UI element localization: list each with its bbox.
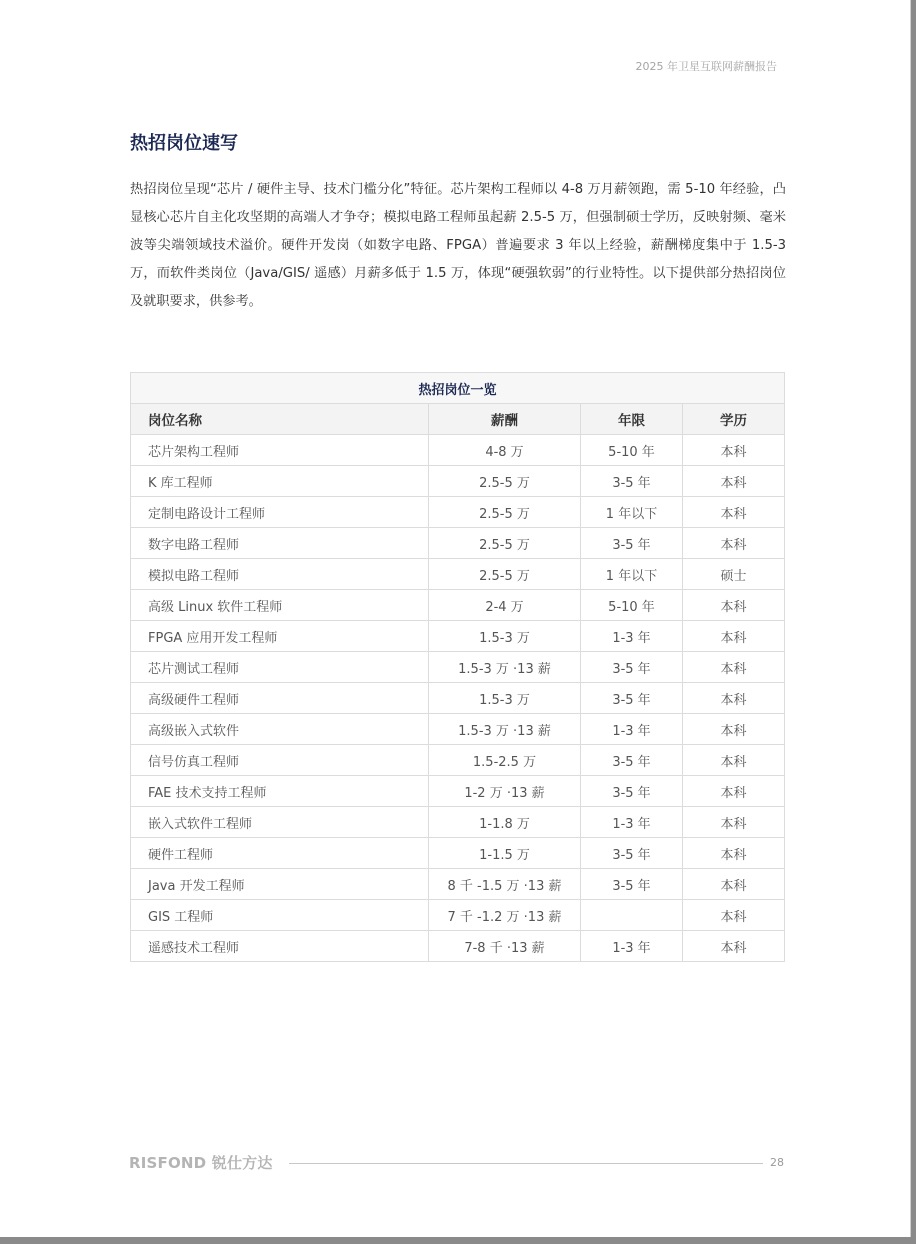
job-education: 本科: [683, 683, 785, 714]
job-years: 1 年以下: [581, 497, 683, 528]
footer-divider: [289, 1163, 763, 1164]
job-salary: 1.5-2.5 万: [429, 745, 581, 776]
job-education: 本科: [683, 466, 785, 497]
job-years: 1-3 年: [581, 931, 683, 962]
job-salary: 1.5-3 万: [429, 683, 581, 714]
job-salary: 4-8 万: [429, 435, 581, 466]
header-years: 年限: [581, 404, 683, 435]
table-row: [131, 559, 785, 590]
job-name: 模拟电路工程师: [131, 559, 429, 590]
table-row: [131, 652, 785, 683]
job-years: 3-5 年: [581, 466, 683, 497]
intro-paragraph: 热招岗位呈现“芯片 / 硬件主导、技术门槛分化”特征。芯片架构工程师以 4-8 万月薪领跑，需 5-10 年经验，凸显核心芯片自主化攻坚期的高端人才争夺；模拟电路工程师虽起薪 2.5-5 万，但强制硕士学历，反映射频、毫米波等尖端领域技术溢价。硬件开发岗（如数字电路、FPGA）普遍要求 3 年以上经验，薪酬梯度集中于 1.5-3 万，而软件类岗位（Java/GIS/ 遥感）月薪多低于 1.5 万，体现“硬强软弱”的行业特性。以下提供部分热招岗位及就职要求，供参考。: [130, 182, 786, 309]
job-salary: 1.5-3 万 ·13 薪: [429, 652, 581, 683]
job-years: 3-5 年: [581, 745, 683, 776]
job-name: 遥感技术工程师: [131, 931, 429, 962]
job-name: 芯片测试工程师: [131, 652, 429, 683]
job-salary: 2.5-5 万: [429, 559, 581, 590]
job-years: 3-5 年: [581, 869, 683, 900]
job-education: 本科: [683, 931, 785, 962]
hot-jobs-table: [130, 372, 785, 962]
job-salary: 2.5-5 万: [429, 466, 581, 497]
table-row: [131, 435, 785, 466]
table-row: [131, 590, 785, 621]
job-education: 本科: [683, 869, 785, 900]
job-education: 本科: [683, 528, 785, 559]
job-name: 高级嵌入式软件: [131, 714, 429, 745]
job-salary: 7-8 千 ·13 薪: [429, 931, 581, 962]
page-number: 28: [770, 1156, 784, 1169]
job-salary: 8 千 -1.5 万 ·13 薪: [429, 869, 581, 900]
job-education: 本科: [683, 435, 785, 466]
job-name: 硬件工程师: [131, 838, 429, 869]
job-name: 定制电路设计工程师: [131, 497, 429, 528]
table-row: [131, 466, 785, 497]
job-name: 数字电路工程师: [131, 528, 429, 559]
table-row: [131, 776, 785, 807]
job-name: FPGA 应用开发工程师: [131, 621, 429, 652]
table-row: [131, 900, 785, 931]
header-name: 岗位名称: [131, 404, 429, 435]
job-years: 3-5 年: [581, 652, 683, 683]
job-education: 硕士: [683, 559, 785, 590]
job-years: 5-10 年: [581, 590, 683, 621]
job-education: 本科: [683, 745, 785, 776]
table-row: [131, 621, 785, 652]
job-name: Java 开发工程师: [131, 869, 429, 900]
job-name: 芯片架构工程师: [131, 435, 429, 466]
job-name: K 库工程师: [131, 466, 429, 497]
job-education: 本科: [683, 838, 785, 869]
job-years: 1-3 年: [581, 621, 683, 652]
running-header: 2025 年卫星互联网薪酬报告: [635, 60, 777, 73]
job-name: GIS 工程师: [131, 900, 429, 931]
job-name: 信号仿真工程师: [131, 745, 429, 776]
job-salary: 1-1.5 万: [429, 838, 581, 869]
table-row: [131, 869, 785, 900]
job-education: 本科: [683, 590, 785, 621]
table-row: [131, 745, 785, 776]
job-years: 5-10 年: [581, 435, 683, 466]
job-name: FAE 技术支持工程师: [131, 776, 429, 807]
job-education: 本科: [683, 497, 785, 528]
job-salary: 1-2 万 ·13 薪: [429, 776, 581, 807]
brand-logo: RISFOND 锐仕方达: [129, 1154, 273, 1172]
table-row: [131, 807, 785, 838]
job-years: 3-5 年: [581, 776, 683, 807]
job-name: 嵌入式软件工程师: [131, 807, 429, 838]
job-years: 3-5 年: [581, 838, 683, 869]
job-salary: 1.5-3 万: [429, 621, 581, 652]
job-years: 1 年以下: [581, 559, 683, 590]
job-salary: 1-1.8 万: [429, 807, 581, 838]
job-years: [581, 900, 683, 931]
table-body: [131, 435, 785, 962]
job-salary: 2-4 万: [429, 590, 581, 621]
table-row: [131, 528, 785, 559]
job-education: 本科: [683, 714, 785, 745]
table-caption: 热招岗位一览: [131, 373, 785, 404]
job-education: 本科: [683, 621, 785, 652]
job-years: 3-5 年: [581, 528, 683, 559]
job-years: 1-3 年: [581, 714, 683, 745]
job-name: 高级硬件工程师: [131, 683, 429, 714]
job-education: 本科: [683, 900, 785, 931]
job-name: 高级 Linux 软件工程师: [131, 590, 429, 621]
job-years: 1-3 年: [581, 807, 683, 838]
job-education: 本科: [683, 652, 785, 683]
table-row: [131, 931, 785, 962]
table-row: [131, 838, 785, 869]
table-row: [131, 714, 785, 745]
table-header-row: [131, 404, 785, 435]
job-salary: 1.5-3 万 ·13 薪: [429, 714, 581, 745]
header-education: 学历: [683, 404, 785, 435]
job-salary: 2.5-5 万: [429, 497, 581, 528]
job-salary: 7 千 -1.2 万 ·13 薪: [429, 900, 581, 931]
job-education: 本科: [683, 807, 785, 838]
job-years: 3-5 年: [581, 683, 683, 714]
table-row: [131, 683, 785, 714]
section-title: 热招岗位速写: [130, 133, 238, 154]
job-education: 本科: [683, 776, 785, 807]
job-salary: 2.5-5 万: [429, 528, 581, 559]
table-row: [131, 497, 785, 528]
header-salary: 薪酬: [429, 404, 581, 435]
